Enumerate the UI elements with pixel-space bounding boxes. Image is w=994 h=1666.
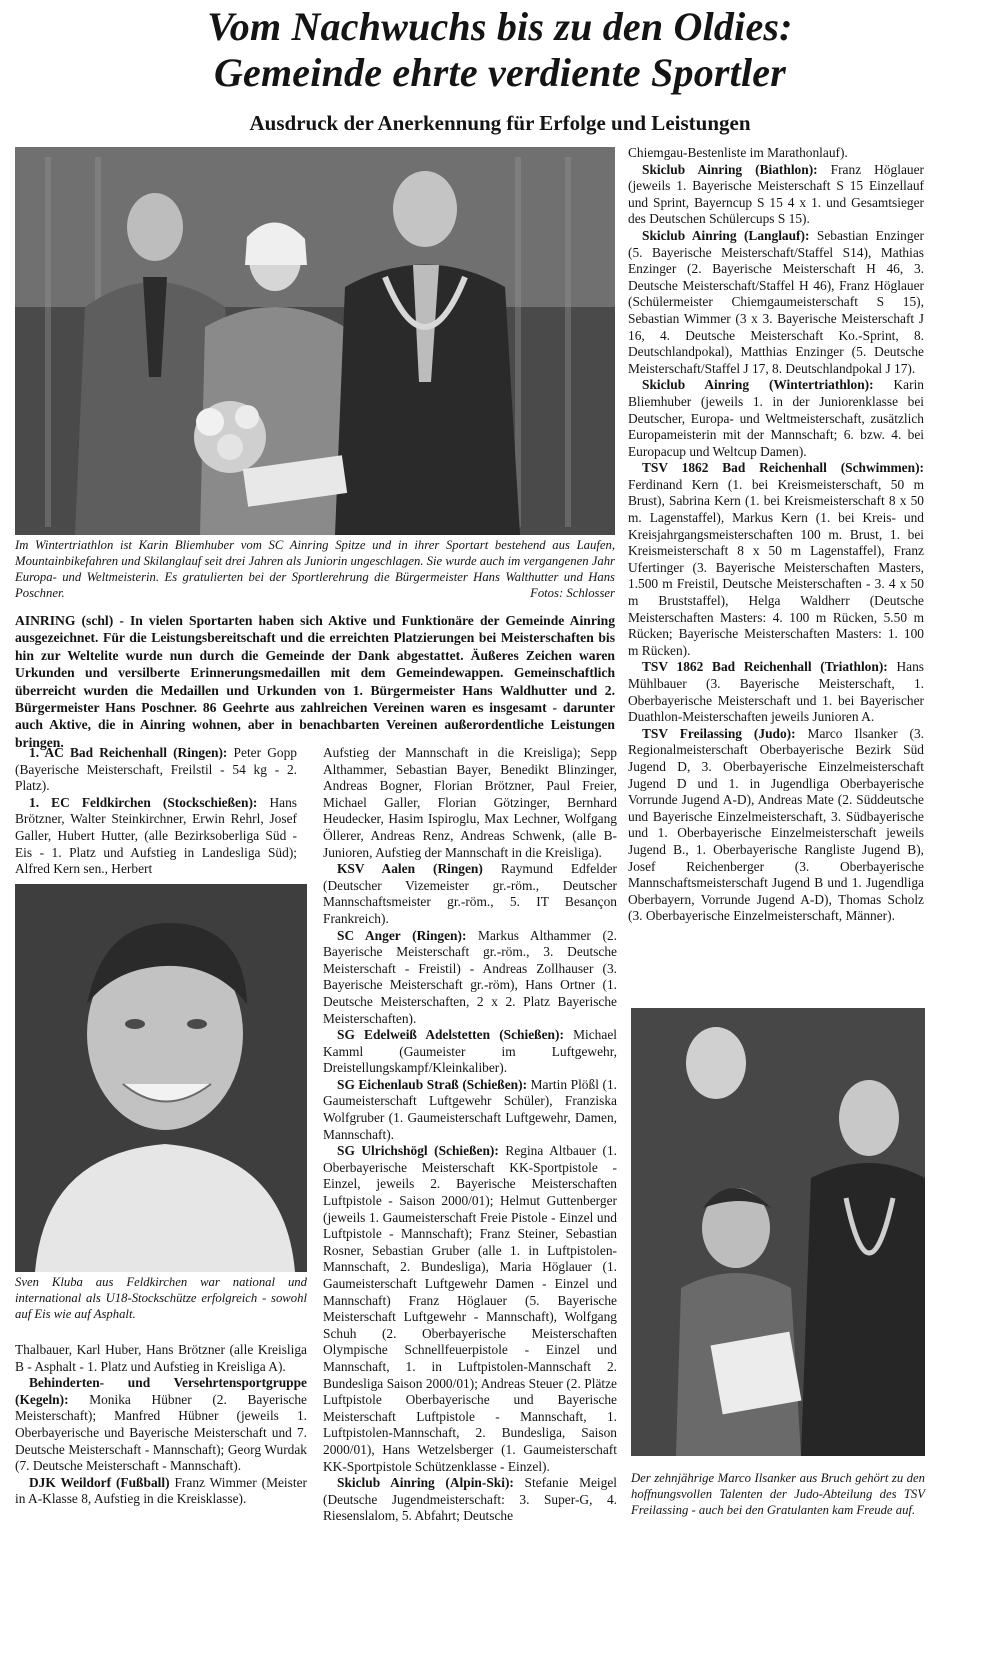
club-heading: SC Anger (Ringen): xyxy=(337,927,467,943)
photo-caption-1 xyxy=(15,537,615,601)
club-heading: KSV Aalen (Ringen) xyxy=(337,861,483,877)
caption-text-1: Im Wintertriathlon ist Karin Bliemhuber vom SC Ainring Spitze und in ihrer Sportart bestehend aus Laufen, Mountainbikefahren und Skilanglauf seit drei Jahren als Juniorin ungeschlagen. Sie wurde auch im vergangenen Jahr Europa- und Weltmeisterin. Es gratulierten bei der Sportlerehrung die Bürgermeister Hans Walthutter und Hans Poschner. xyxy=(15,538,615,600)
entry-paragraph xyxy=(323,928,617,1028)
entry-text: Ferdinand Kern (1. bei Kreismeisterschaft, 50 m Brust), Sabrina Kern (1. bei Kreismeisterschaft 8 x 50 m. Lagenstaffel), Markus Kern (1. bei Kreis- und Kreisjahrgangsmeisterschaften 100 m. Brust, 1. bei Kreismeisterschaft 8 x 50 m Lagenstaffel), Franz Ufertinger (3. Bayerische Meisterschaften Masters, 1.500 m Freistil, Deutsche Meisterschaften - 3. 4 x 50 m Bruststaffel), Helga Waldherr (Deutsche Meisterschaften Masters: 4. 100 m Rücken, 5.50 m Rücken; Bayerische Meisterschaften Masters: 1. 100 m Rücken). xyxy=(628,476,924,658)
entry-text: Hans Brötzner, Walter Steinkirchner, Erwin Rehrl, Josef Galler, Hubert Hutter, (alle Bezirksoberliga Süd - Eis - 1. Platz und Aufstieg in Landesliga Süd); Alfred Kern sen., Herbert xyxy=(15,794,297,877)
entry-text: Regina Altbauer (1. Oberbayerische Meisterschaft KK-Sportpistole - Einzel, jeweils 2. Bayerische Meisterschaften Luftpistole - Saison 2000/01); Helmut Guttenberger (jeweils 1. Gaumeisterschaft Freie Pistole - Einzel und Luftpistole - Mannschaft); Franz Steiner, Sebastian Rosner, Sebastian Gruber (alle 1. in Luftpistolen-Mannschaft, 2. Bundesliga), Maria Höglauer (1. Gaumeisterschaft Luftgewehr Damen - Einzel und Mannschaft) Franz Höglauer (5. Bayerische Meisterschaft Luftgewehr - Mannschaft), Wolfgang Schuh (2. Oberbayerische Meisterschaften Olympische Schnellfeuerpistole - Einzel und Mannschaft, 1. in Luftpistolen-Mannschaft 2. Bundesliga Saison 2000/01); Andreas Steuer (2. Plätze Luftpistole Oberbayerische und Bayerische Meisterschaft Luftpistole - Mannschaft, 1. Luftpistolen-Mannschaft, 2. Bundesliga, Saison 2000/01), Hans Wetzelsberger (1. Gaumeisterschaft KK-Sportpistole Schützenklasse - Einzel). xyxy=(323,1143,617,1474)
entry-paragraph xyxy=(323,745,617,861)
entry-paragraph xyxy=(628,145,924,162)
club-heading: SG Ulrichshögl (Schießen): xyxy=(337,1143,499,1159)
photo-caption-3: Der zehnjährige Marco Ilsanker aus Bruch gehört zu den hoffnungsvollen Talenten der Judo-Abteilung des TSV Freilassing - auch bei den Gratulanten kam Freude auf. xyxy=(631,1471,925,1517)
entry-text: Franz Wimmer (Meister in A-Klasse 8, Aufstieg in die Kreisklasse). xyxy=(15,1474,307,1507)
entry-text: Monika Hübner (2. Bayerische Meisterschaft); Manfred Hübner (jeweils 1. Oberbayerische und Bayerische Meisterschaft und 7. Deutsche Meisterschaft - Mannschaft); Georg Wurdak (7. Deutsche Meisterschaft - Mannschaft). xyxy=(15,1391,307,1474)
entry-text: Raymund Edfelder (Deutscher Vizemeister gr.-röm., Deutscher Mannschaftsmeister gr.-röm., 5. IT Besançon Frankreich). xyxy=(323,861,617,926)
headline-line-2: Gemeinde ehrte verdiente Sportler xyxy=(213,50,787,95)
club-heading: Skiclub Ainring (Wintertriathlon): xyxy=(642,377,874,393)
entry-paragraph xyxy=(628,377,924,460)
photo-marco-ilsanker xyxy=(631,1008,925,1456)
entry-text: Hans Mühlbauer (3. Bayerische Meisterschaft, 1. Oberbayerische Meisterschaft und 1. bei Bayerischer Duathlon-Meisterschaften jeweils Junioren A. xyxy=(628,659,924,725)
entry-text: Franz Höglauer (jeweils 1. Bayerische Meisterschaft S 15 Einzellauf und Sprint, Bayerncup S 15 4 x 1. und Gesamtsieger des Deutschen Schülercups S 15). xyxy=(628,161,924,227)
club-heading: Skiclub Ainring (Biathlon): xyxy=(642,161,818,177)
photo-sportlerehrung xyxy=(15,147,615,535)
club-heading: 1. AC Bad Reichenhall (Ringen): xyxy=(29,745,228,760)
entry-paragraph xyxy=(628,460,924,659)
column-3 xyxy=(628,145,924,925)
club-heading: TSV 1862 Bad Reichenhall (Triathlon): xyxy=(642,659,888,675)
entry-text: Chiemgau-Bestenliste im Marathonlauf). xyxy=(628,145,848,160)
entry-paragraph xyxy=(323,1027,617,1077)
club-heading: DJK Weildorf (Fußball) xyxy=(29,1474,170,1490)
entry-text: Markus Althammer (2. Bayerische Meisterschaft gr.-röm., 3. Deutsche Meisterschaft - Freistil) - Andreas Zollhauser (3. Bayerische Meisterschaft gr.-röm), Hans Ortner (1. Deutsche Meisterschaften, 2 x 2. Platz Bayerische Meisterschaften). xyxy=(323,927,617,1026)
photo-sven-kluba xyxy=(15,884,307,1272)
column-2 xyxy=(323,745,617,1525)
club-heading: 1. EC Feldkirchen (Stockschießen): xyxy=(29,794,258,810)
entry-text: Karin Bliemhuber (jeweils 1. in der Juniorenklasse bei Deutscher, Europa- und Weltmeisterschaft, zusätzlich Europameisterin mit der Mannschaft; 6. bzw. 4. bei Europacup und Weltcup Damen). xyxy=(628,377,924,459)
entry-text: Stefanie Meigel (Deutsche Jugendmeisterschaft: 3. Super-G, 4. Riesenslalom, 5. Abfahrt; Deutsche xyxy=(323,1475,618,1524)
lead-paragraph: AINRING (schl) - In vielen Sportarten haben sich Aktive und Funktionäre der Gemeinde Ainring ausgezeichnet. Für die Leistungsbereitschaft und die erreichten Platzierungen bei Meisterschaften bis hin zur Weltelite wurde nun durch die Gemeinde der Dank abgestattet. Äußeres Zeichen waren Urkunden und versilberte Erinnerungsmedaillen mit dem Gemeindewappen. Gemeinschaftlich überreicht wurden die Medaillen und Urkunden von 1. Bürgermeister Hans Waldhutter und 2. Bürgermeister Hans Poschner. 86 Geehrte aus zahlreichen Vereinen waren es insgesamt - darunter auch Aktive, die in Ainring wohnen, aber in benachbarten Vereinen außerordentliche Leistungen bringen. xyxy=(15,613,615,750)
entry-paragraph xyxy=(15,1475,307,1508)
headline-line-1: Vom Nachwuchs bis zu den Oldies: xyxy=(207,4,793,49)
photo-credit: Fotos: Schlosser xyxy=(530,586,615,600)
club-heading: SG Eichenlaub Straß (Schießen): xyxy=(337,1076,528,1092)
club-heading: TSV 1862 Bad Reichenhall (Schwimmen): xyxy=(642,460,924,476)
entry-paragraph xyxy=(323,861,617,927)
headline xyxy=(60,4,940,96)
club-heading: TSV Freilassing (Judo): xyxy=(642,725,796,741)
entry-text: Aufstieg der Mannschaft in die Kreisliga); Sepp Althammer, Sebastian Bayer, Benedikt Blinzinger, Andreas Bogner, Florian Brötzner, Paul Freier, Michael Galler, Florian Götzinger, Bernhard Heudecker, Hasim Ispiroglu, Max Lechner, Wolfgang Öllerer, Andreas Renz, Andreas Schwenk, (alle B-Junioren, Aufstieg der Mannschaft in die Kreisliga). xyxy=(323,745,617,860)
entry-paragraph xyxy=(628,726,924,925)
entry-paragraph xyxy=(628,228,924,377)
entry-paragraph xyxy=(15,1375,307,1475)
entry-paragraph xyxy=(323,1077,617,1143)
entry-text: Peter Gopp (Bayerische Meisterschaft, Freilstil - 54 kg - 2. Platz). xyxy=(15,745,297,794)
column-1-top xyxy=(15,745,297,878)
entry-paragraph xyxy=(323,1475,617,1525)
club-heading: Skiclub Ainring (Alpin-Ski): xyxy=(337,1475,514,1491)
entry-text: Michael Kamml (Gaumeister im Luftgewehr, Dreistellungskampf/Kleinkaliber). xyxy=(323,1027,617,1076)
entry-paragraph xyxy=(628,162,924,228)
column-1-bottom xyxy=(15,1342,307,1508)
club-heading: Skiclub Ainring (Langlauf): xyxy=(642,227,810,243)
photo-caption-2: Sven Kluba aus Feldkirchen war national und international als U18-Stockschütze erfolgreich - sowohl auf Eis wie auf Asphalt. xyxy=(15,1275,307,1321)
entry-paragraph xyxy=(628,659,924,725)
entry-text: Marco Ilsanker (3. Regionalmeisterschaft Oberbayerische Bezirk Süd Jugend D, 3. Oberbayerische Einzelmeisterschaft Jugend D und 1. in Jugendliga Oberbayerische Vorrunde Jugend A-D), Andreas Mate (2. Süddeutsche und Bayerische Einzelmeisterschaft, 3. Südbayerische und 1. Oberbayerische Einzelmeisterschaft jeweils Jugend B., 1. Oberbayerische Rangliste Jugend B), Josef Reichenberger (3. Oberbayerische Mannschaftsmeisterschaft Jugend B und 1. Jugendliga Oberbayern, Vorrunde Jugend A-D), Thomas Scholz (3. Oberbayerische Einzelmeisterschaft, Männer). xyxy=(628,725,924,924)
entry-paragraph xyxy=(15,1342,307,1375)
entry-paragraph xyxy=(323,1143,617,1475)
entry-paragraph xyxy=(15,745,297,795)
entry-text: Sebastian Enzinger (5. Bayerische Meisterschaft/Staffel S14), Mathias Enzinger (2. Bayerische Meisterschaft H 46, 3. Deutsche Meisterschaft/Staffel H 46), Franz Höglauer (Schülermeister Chiemgaumeisterschaft S 15), Sebastian Wimmer (3 x 3. Bayerische Meisterschaft J 16, 4. Deutsche Meisterschaft Ko.-Sprint, 8. Deutschlandpokal), Matthias Enzinger (5. Deutsche Meisterschaft/Staffel J 17, 8. Deutschlandpokal J 17). xyxy=(628,227,924,376)
entry-text: Martin Plößl (1. Gaumeisterschaft Luftgewehr Schüler), Franziska Wolfgruber (1. Gaumeisterschaft Luftgewehr, Damen, Mannschaft). xyxy=(323,1076,617,1142)
entry-text: Thalbauer, Karl Huber, Hans Brötzner (alle Kreisliga B - Asphalt - 1. Platz und Aufstieg in Kreisliga A). xyxy=(15,1342,307,1374)
entry-paragraph xyxy=(15,795,297,878)
club-heading: Behinderten- und Versehrtensportgruppe (Kegeln): xyxy=(15,1375,307,1407)
club-heading: SG Edelweiß Adelstetten (Schießen): xyxy=(337,1027,564,1043)
subheadline: Ausdruck der Anerkennung für Erfolge und Leistungen xyxy=(249,111,751,135)
